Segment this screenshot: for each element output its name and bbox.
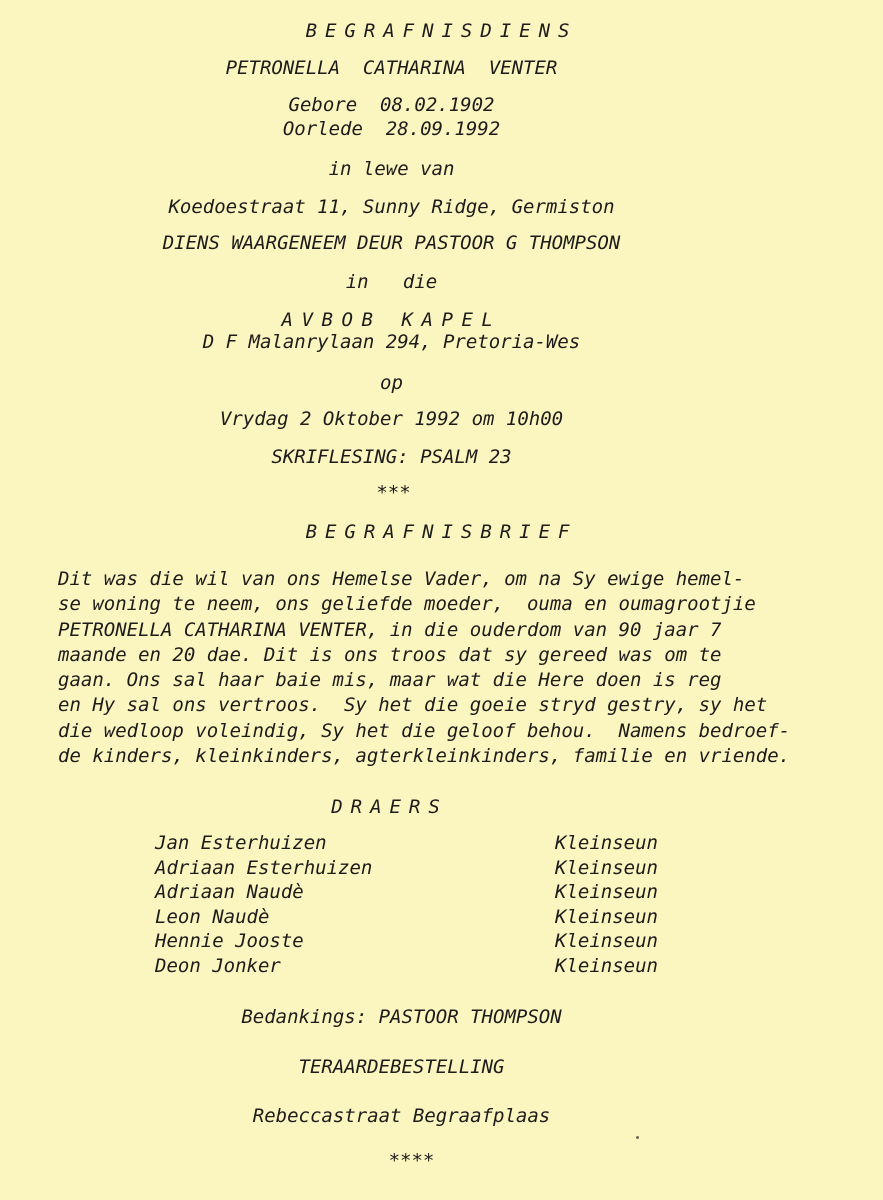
bearer-row <box>155 906 715 931</box>
bearers-heading: DRAERS <box>331 796 448 818</box>
bearer-relation: Kleinseun <box>555 881 658 904</box>
op: op <box>380 372 403 394</box>
letter-line: die wedloop voleindig, Sy het die geloof behou. Namens bedroef- <box>58 719 791 742</box>
bearer-row <box>155 955 715 980</box>
bearer-row <box>155 881 715 906</box>
bearer-name: Jan Esterhuizen <box>155 832 327 854</box>
bearer-name: Deon Jonker <box>155 954 281 977</box>
death-date: Oorlede 28.09.1992 <box>282 118 501 140</box>
thanks-line: Bedankings: PASTOOR THOMPSON <box>241 1006 562 1028</box>
bearer-row <box>155 857 715 882</box>
bearer-name: Adriaan Esterhuizen <box>155 856 373 879</box>
bearer-relation: Kleinseun <box>555 832 658 854</box>
bearer-row <box>155 930 715 955</box>
letter-line: gaan. Ons sal haar baie mis, maar wat die Here doen is reg <box>58 669 722 692</box>
letter-line: se woning te neem, ons geliefde moeder, ouma en oumagrootjie <box>58 593 756 616</box>
letter-line: maande en 20 dae. Dit is ons troos dat sy gereed was om te <box>58 643 722 666</box>
funeral-letter <box>58 567 858 769</box>
service-date-time: Vrydag 2 Oktober 1992 om 10h00 <box>219 408 564 430</box>
closing-stars: **** <box>388 1150 435 1172</box>
service-heading: BEGRAFNISDIENS <box>305 20 578 42</box>
letter-line: de kinders, kleinkinders, agterkleinkinders, familie en vriende. <box>58 745 791 768</box>
bearer-row <box>155 832 715 857</box>
bearer-relation: Kleinseun <box>555 856 658 879</box>
officiant-line: DIENS WAARGENEEM DEUR PASTOOR G THOMPSON <box>162 232 621 254</box>
cemetery-name: Rebeccastraat Begraafplaas <box>252 1105 551 1127</box>
bearer-name: Leon Naudè <box>155 905 270 928</box>
scripture-reading: SKRIFLESING: PSALM 23 <box>271 446 512 468</box>
letter-heading: BEGRAFNISBRIEF <box>305 521 578 543</box>
letter-line: Dit was die wil van ons Hemelse Vader, om na Sy ewige hemel- <box>58 568 745 590</box>
separator-stars: *** <box>376 482 411 504</box>
bearers-list <box>155 832 715 980</box>
birth-date: Gebore 08.02.1902 <box>288 94 495 116</box>
bearer-relation: Kleinseun <box>555 954 658 977</box>
residence-address: Koedoestraat 11, Sunny Ridge, Germiston <box>168 196 615 218</box>
chapel-name: AVBOB KAPEL <box>281 309 502 331</box>
paper-speck <box>636 1136 639 1139</box>
bearer-relation: Kleinseun <box>555 930 658 953</box>
deceased-name: PETRONELLA CATHARINA VENTER <box>225 57 558 79</box>
chapel-address: D F Malanrylaan 294, Pretoria-Wes <box>202 331 581 353</box>
bearer-name: Adriaan Naudè <box>155 881 304 904</box>
in-lewe-van: in lewe van <box>328 158 455 180</box>
bearer-name: Hennie Jooste <box>155 930 304 953</box>
burial-heading: TERAARDEBESTELLING <box>298 1056 505 1078</box>
letter-line: en Hy sal ons vertroos. Sy het die goeie stryd gestry, sy het <box>58 694 768 717</box>
in-die: in die <box>345 271 438 293</box>
letter-line: PETRONELLA CATHARINA VENTER, in die ouderdom van 90 jaar 7 <box>58 618 722 641</box>
bearer-relation: Kleinseun <box>555 905 658 928</box>
